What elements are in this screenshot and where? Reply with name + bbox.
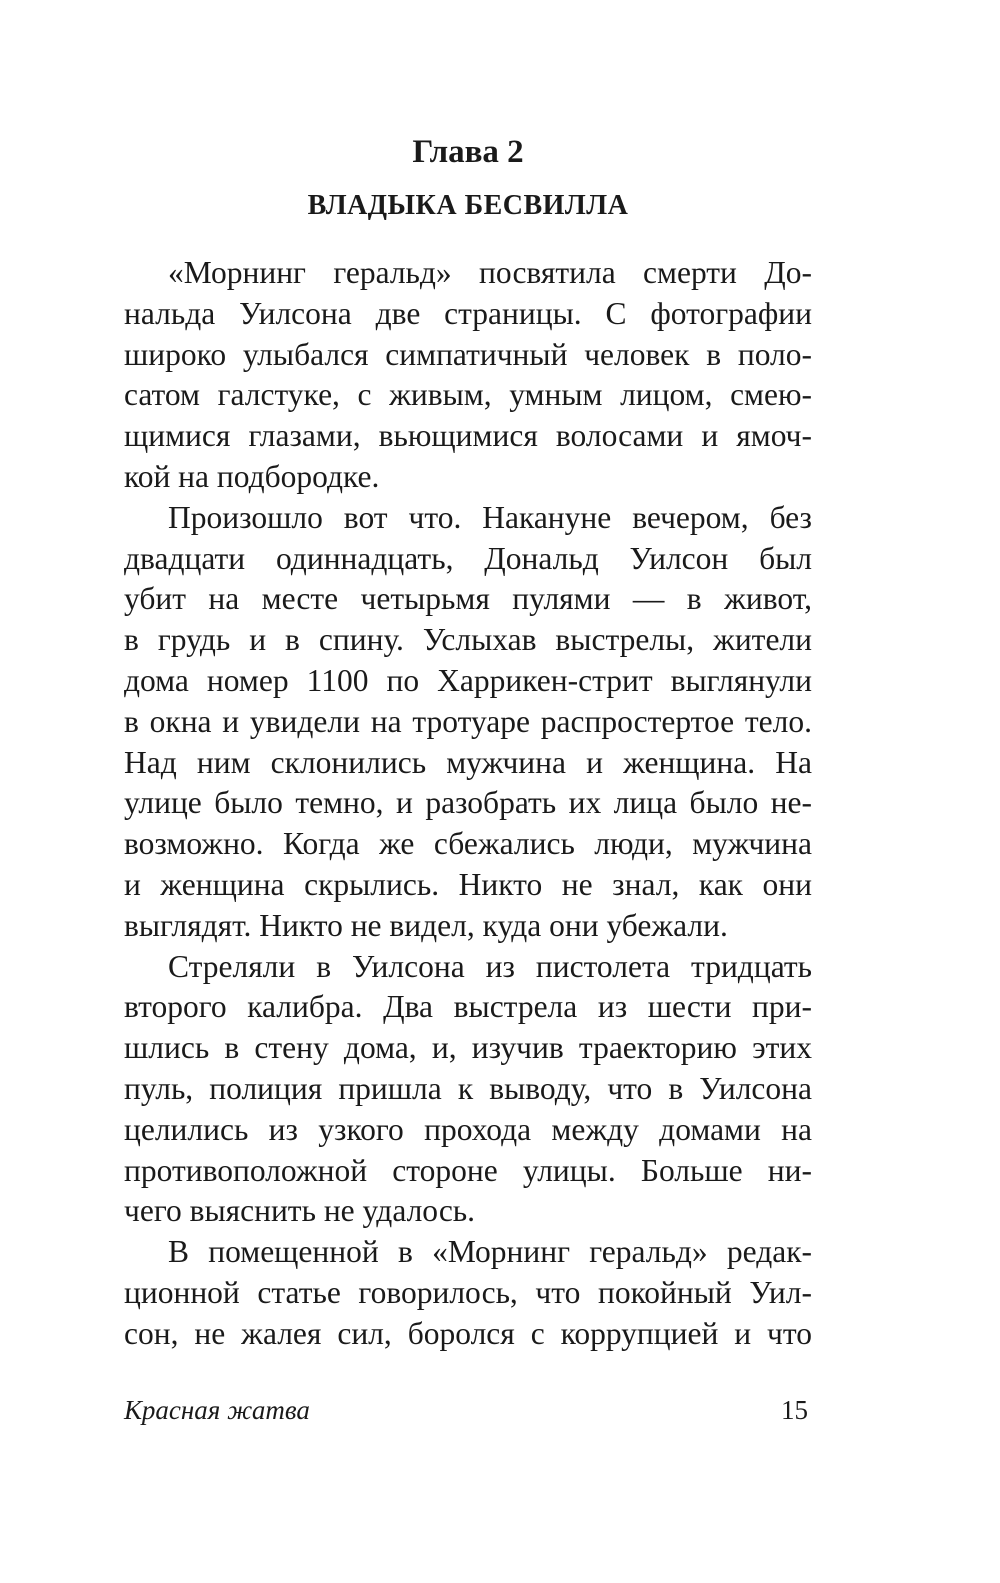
text-line: противоположной стороне улицы. Больше ни- [124, 1152, 812, 1188]
text-line: нальда Уилсона две страницы. С фотографии [124, 295, 812, 331]
chapter-number: Глава 2 [412, 134, 524, 170]
running-title: Красная жатва [124, 1395, 310, 1425]
text-line: шлись в стену дома, и, изучив траекторию этих [124, 1030, 812, 1066]
text-line: улице было темно, и разобрать их лица было не- [124, 785, 812, 821]
text-line: и женщина скрылись. Никто не знал, как они [124, 866, 812, 902]
text-line: Над ним склонились мужчина и женщина. На [124, 744, 812, 780]
text-line: выглядят. Никто не видел, куда они убежали. [124, 907, 728, 943]
text-line: ционной статье говорилось, что покойный Уил- [124, 1274, 812, 1310]
text-line: чего выяснить не удалось. [124, 1193, 476, 1229]
page-number: 15 [781, 1395, 808, 1425]
text-line: сатом галстуке, с живым, умным лицом, смею- [124, 377, 812, 413]
text-line: в окна и увидели на тротуаре распростертое тело. [124, 703, 812, 739]
text-line: целились из узкого прохода между домами на [124, 1111, 812, 1147]
text-line: В помещенной в «Морнинг геральд» редак- [168, 1234, 812, 1270]
text-line: в грудь и в спину. Услыхав выстрелы, жители [124, 622, 812, 658]
text-line: «Морнинг геральд» посвятила смерти До- [168, 255, 812, 290]
text-line: щимися глазами, вьющимися волосами и ямоч- [124, 418, 812, 454]
text-line: Произошло вот что. Накануне вечером, без [168, 499, 812, 535]
body-text [124, 253, 812, 1355]
text-line: убит на месте четырьмя пулями — в живот, [124, 581, 812, 617]
text-line: пуль, полиция пришла к выводу, что в Уилсона [124, 1070, 812, 1106]
text-line: кой на подбородке. [124, 458, 380, 494]
text-line: Стреляли в Уилсона из пистолета тридцать [168, 948, 812, 984]
text-line: широко улыбался симпатичный человек в поло- [124, 336, 812, 372]
text-line: второго калибра. Два выстрела из шести при- [124, 989, 812, 1025]
text-line: сон, не жалея сил, боролся с коррупцией и что [124, 1315, 812, 1351]
text-line: дома номер 1100 по Харрикен-стрит выглянули [124, 662, 812, 698]
chapter-title: ВЛАДЫКА БЕСВИЛЛА [307, 190, 629, 221]
text-line: двадцати одиннадцать, Дональд Уилсон был [124, 540, 812, 576]
text-line: возможно. Когда же сбежались люди, мужчина [124, 826, 812, 862]
